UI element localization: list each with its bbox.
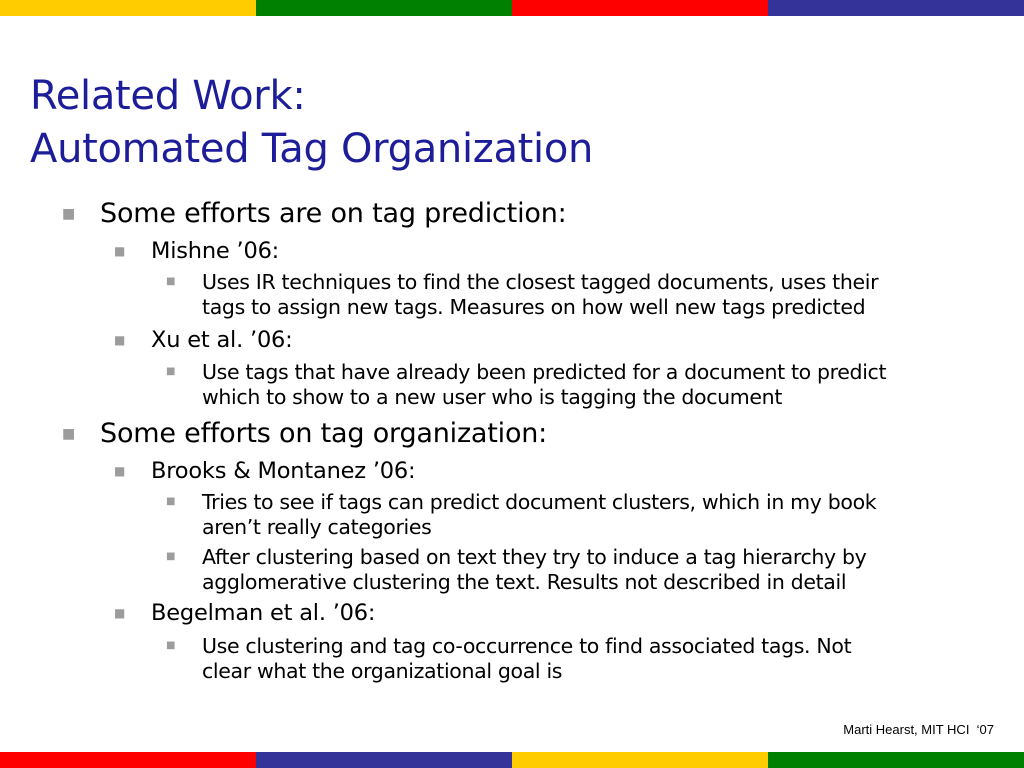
square-bullet-icon: ■	[114, 333, 126, 347]
square-bullet-icon: ■	[166, 366, 176, 377]
bullet-item-level-2	[114, 238, 280, 265]
bullet-text	[151, 600, 375, 627]
bullet-item-level-2	[114, 327, 293, 354]
bullet-text-line: Some efforts on tag organization:	[100, 418, 548, 449]
bullet-text-line: Use tags that have already been predicted for a document to predict	[202, 360, 887, 384]
bullet-text-line: which to show to a new user who is tagging the document	[202, 385, 783, 409]
square-bullet-icon: ■	[114, 244, 126, 258]
bottom-bar-segment-red	[0, 752, 256, 768]
bullet-text-line: tags to assign new tags. Measures on how well new tags predicted	[202, 295, 866, 319]
slide-footer: Marti Hearst, MIT HCI ‘07	[843, 722, 994, 737]
bullet-item-level-3	[166, 634, 852, 684]
bullet-text-line: Xu et al. ’06:	[151, 327, 293, 353]
bullet-item-level-1	[62, 198, 567, 230]
bullet-text	[202, 270, 878, 320]
square-bullet-icon: ■	[114, 606, 126, 620]
bullet-text	[202, 360, 886, 410]
bullet-text	[202, 634, 851, 684]
bullet-text-line: Tries to see if tags can predict document clusters, which in my book	[202, 490, 877, 514]
square-bullet-icon: ■	[62, 206, 76, 222]
bullet-text-line: Brooks & Montanez ’06:	[151, 458, 416, 484]
bullet-text	[202, 490, 876, 540]
bullet-text-line: agglomerative clustering the text. Results not described in detail	[202, 570, 847, 594]
bullet-item-level-3	[166, 490, 877, 540]
bullet-text-line: Mishne ’06:	[151, 238, 280, 264]
square-bullet-icon: ■	[114, 464, 126, 478]
bottom-bar-segment-green	[768, 752, 1024, 768]
bullet-text	[100, 198, 567, 230]
bullet-item-level-2	[114, 600, 376, 627]
bullet-text-line: After clustering based on text they try to induce a tag hierarchy by	[202, 545, 867, 569]
square-bullet-icon: ■	[166, 496, 176, 507]
bullet-item-level-1	[62, 418, 548, 450]
bullet-text	[151, 327, 293, 354]
bullet-item-level-3	[166, 270, 879, 320]
slide-title-line-2: Automated Tag Organization	[30, 126, 594, 172]
bullet-text-line: Use clustering and tag co-occurrence to find associated tags. Not	[202, 634, 852, 658]
bullet-text	[202, 545, 866, 595]
bullet-text-line: Uses IR techniques to find the closest tagged documents, uses their	[202, 270, 879, 294]
bottom-bar-segment-yellow	[512, 752, 768, 768]
bottom-color-bar	[0, 752, 1024, 768]
square-bullet-icon: ■	[62, 426, 76, 442]
bullet-text	[151, 458, 415, 485]
bullet-text-line: aren’t really categories	[202, 515, 432, 539]
bullet-item-level-3	[166, 545, 867, 595]
square-bullet-icon: ■	[166, 276, 176, 287]
square-bullet-icon: ■	[166, 551, 176, 562]
bullet-text-line: Begelman et al. ’06:	[151, 600, 376, 626]
bullet-text-line: Some efforts are on tag prediction:	[100, 198, 567, 229]
bullet-item-level-3	[166, 360, 887, 410]
bullet-text	[100, 418, 547, 450]
bottom-bar-segment-blue	[256, 752, 512, 768]
bullet-text-line: clear what the organizational goal is	[202, 659, 563, 683]
bullet-text	[151, 238, 279, 265]
bullet-item-level-2	[114, 458, 416, 485]
square-bullet-icon: ■	[166, 640, 176, 651]
slide-title-line-1: Related Work:	[30, 73, 306, 119]
